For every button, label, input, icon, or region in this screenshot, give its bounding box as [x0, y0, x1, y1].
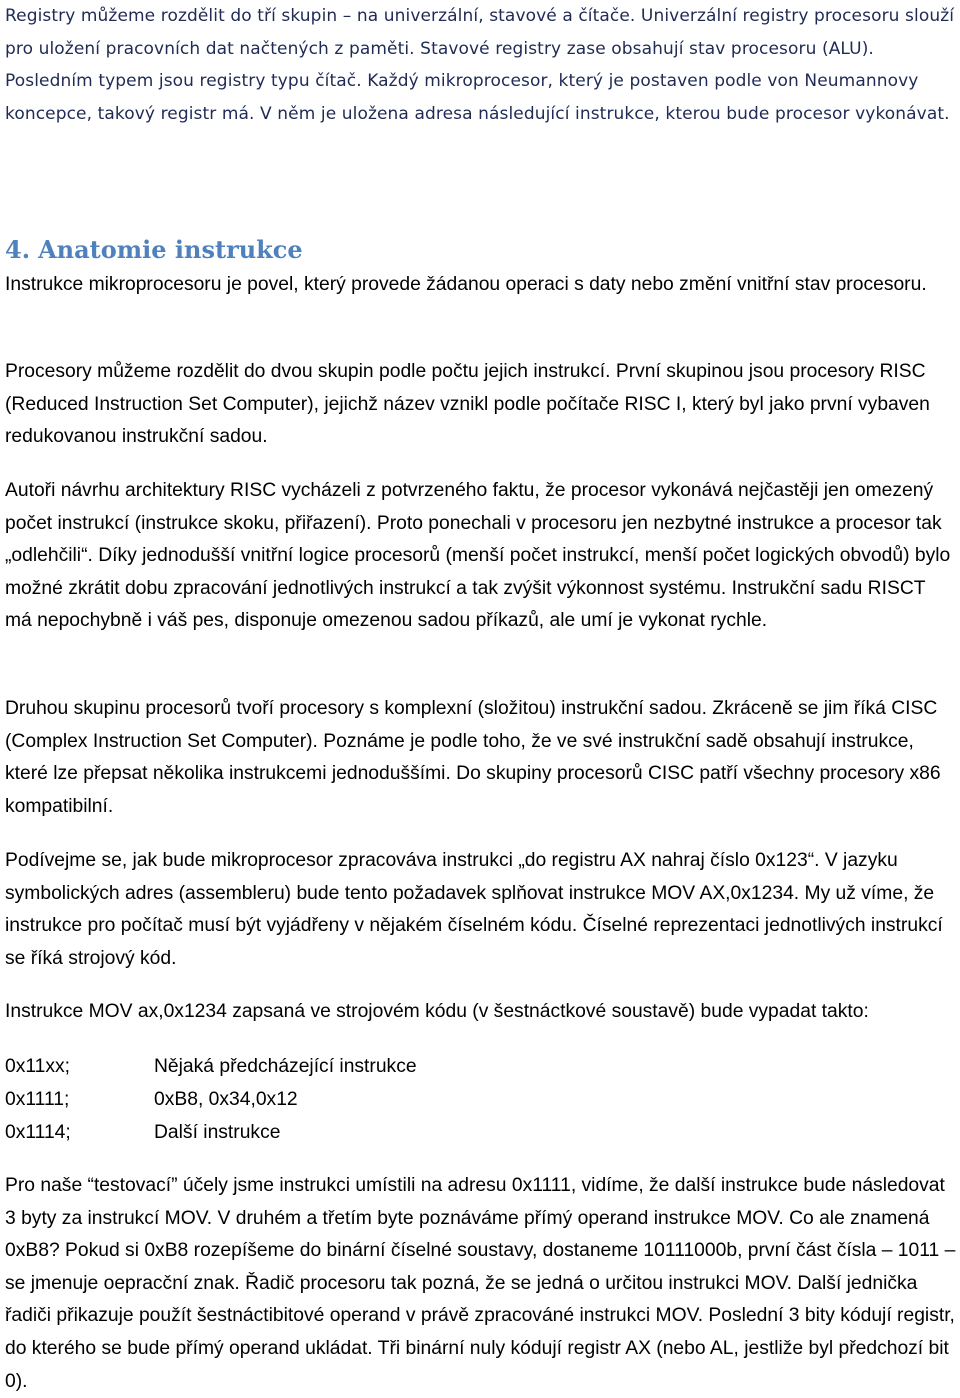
code-address: 0x11xx;	[5, 1056, 71, 1077]
section-number: 4.	[5, 235, 31, 264]
intro-paragraph: Registry můžeme rozdělit do tří skupin – na univerzální, stavové a čítače. Univerzální registry procesoru slouží pro uložení pracovních dat načtených z paměti. Stavové registry zase obsahují stav procesoru (ALU). Posledním typem jsou registry typu čítač. Každý mikroprocesor, který je postaven podle von Neumannovy koncepce, takový registr má. V něm je uložena adresa následující instrukce, kterou bude procesor vykonávat.	[5, 6, 955, 124]
paragraph-text: Procesory můžeme rozdělit do dvou skupin podle počtu jejich instrukcí. První skupinou jsou procesory RISC (Reduced Instruction Set Computer), jejichž název vznikl podle počítače RISC I, který byl jako první vybaven redukovanou instrukční sadou.	[5, 361, 930, 448]
code-description: 0xB8, 0x34,0x12	[154, 1089, 298, 1110]
code-description: Nějaká předcházející instrukce	[154, 1056, 417, 1077]
code-row	[5, 1083, 957, 1116]
paragraph-text: Instrukce mikroprocesoru je povel, který provede žádanou operaci s daty nebo změní vnitřní stav procesoru.	[5, 274, 927, 295]
code-row	[5, 1050, 957, 1083]
section-heading	[5, 230, 303, 270]
section-title: Anatomie instrukce	[38, 235, 303, 264]
code-address: 0x1114;	[5, 1122, 71, 1143]
paragraph-risc-design	[5, 475, 957, 638]
paragraph-text: Druhou skupinu procesorů tvoří procesory s komplexní (složitou) instrukční sadou. Zkráceně se jim říká CISC (Complex Instruction Set Computer). Poznáme je podle toho, že ve své instrukční sadě obsahují instrukce, které lze přepsat několika instrukcemi jednoduššími. Do skupiny procesorů CISC patří všechny procesory x86 kompatibilní.	[5, 698, 941, 817]
paragraph-risc-intro	[5, 356, 957, 454]
paragraph-text: Podívejme se, jak bude mikroprocesor zpracováva instrukci „do registru AX nahraj číslo 0x123“. V jazyku symbolických adres (assembleru) bude tento požadavek splňovat instrukce MOV AX,0x1234. My už víme, že instrukce pro počítač musí být vyjádřeny v nějakém číselném kódu. Číselné reprezentaci jednotlivých instrukcí se říká strojový kód.	[5, 850, 943, 969]
paragraph-definition	[5, 269, 957, 302]
paragraph-text: Instrukce MOV ax,0x1234 zapsaná ve strojovém kódu (v šestnáctkové soustavě) bude vypadat takto:	[5, 1001, 869, 1022]
paragraph-machine-code	[5, 996, 957, 1029]
code-description: Další instrukce	[154, 1122, 281, 1143]
document-page	[5, 0, 957, 1392]
paragraph-text: Autoři návrhu architektury RISC vycházeli z potvrzeného faktu, že procesor vykonává nejčastěji jen omezený počet instrukcí (instrukce skoku, přiřazení). Proto ponechali v procesoru jen nezbytné instrukce a procesor tak „odlehčili“. Díky jednodušší vnitřní logice procesorů (menší počet instrukcí, menší počet logických obvodů) bylo možné zkrátit dobu zpracování jednotlivých instrukcí a tak zvýšit výkonnost systému. Instrukční sadu RISCT má nepochybně i váš pes, disponuje omezenou sadou příkazů, ale umí je vykonat rychle.	[5, 480, 951, 632]
code-address: 0x1111;	[5, 1089, 70, 1110]
machine-code-listing	[5, 1050, 957, 1149]
paragraph-text: Pro naše “testovací” účely jsme instrukci umístili na adresu 0x1111, vidíme, že další instrukce bude následovat 3 byty za instrukcí MOV. V druhém a třetím byte poznáváme přímý operand instrukce MOV. Co ale znamená 0xB8? Pokud si 0xB8 rozepíšeme do binární číselné soustavy, dostaneme 10111000b, první část čísla – 1011 – se jmenuje oepracční znak. Řadič procesoru tak pozná, že se jedná o určitou instrukci MOV. Další jednička řadiči přikazuje použít šestnáctibitové operand v právě zpracováné instrukci MOV. Poslední 3 bity kódují registr, do kterého se bude přímý operand ukládat. Tři binární nuly kódují registr AX (nebo AL, jestliže byl předchozí bit 0).	[5, 1175, 956, 1392]
paragraph-mov-example	[5, 845, 957, 975]
paragraph-cisc	[5, 693, 957, 823]
paragraph-opcode-explanation	[5, 1170, 957, 1398]
code-row	[5, 1116, 957, 1149]
